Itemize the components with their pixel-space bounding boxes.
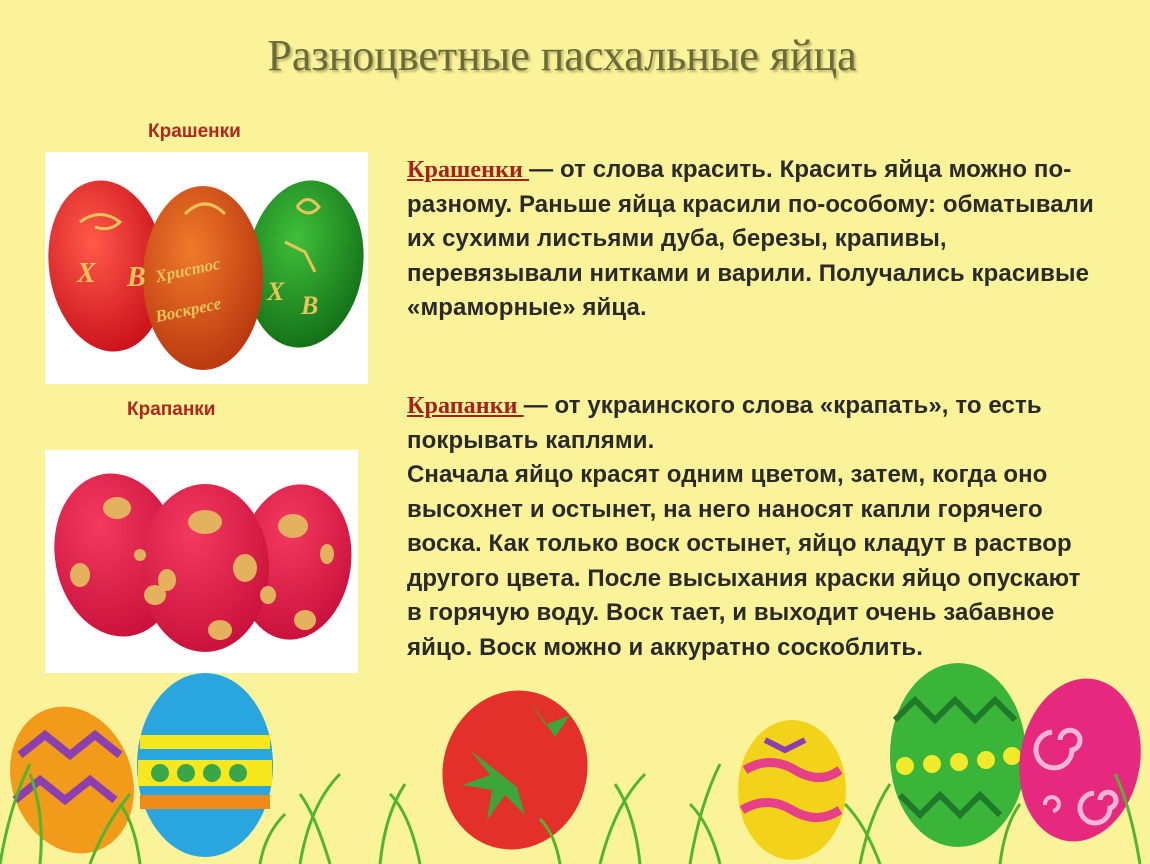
- egg-letter-x-2: Х: [267, 277, 285, 306]
- krapanki-text-1: от украинского слова «крапать», то есть покрывать каплями.: [407, 392, 1042, 454]
- krapanki-photo: [45, 450, 358, 673]
- egg-text-voskrese: Воскресе: [153, 293, 223, 327]
- green-decor-egg: [890, 663, 1026, 847]
- egg-letter-x: Х: [77, 258, 96, 289]
- decorative-eggs-grass: [0, 660, 1150, 864]
- krashenki-label: Крашенки: [148, 121, 241, 142]
- pink-decor-egg: [1007, 669, 1150, 851]
- krashenki-dash: —: [529, 156, 560, 183]
- krapanki-term: Крапанки: [407, 393, 524, 419]
- krashenki-text: от слова красить. Красить яйца можно по-разному. Раньше яйца красили по-особому: обматывали их сухими листьями дуба, березы, крапивы, перевязывали нитками и варили. Получались красивые «мраморные» яйца.: [407, 156, 1094, 321]
- krapanki-label: Крапанки: [127, 399, 216, 420]
- egg-letter-v-2: В: [301, 291, 319, 320]
- red-decor-egg: [425, 674, 606, 864]
- krashenki-paragraph: [407, 153, 1102, 326]
- krapanki-paragraph: [407, 389, 1102, 665]
- egg-letter-v: В: [127, 262, 146, 293]
- striped-decor-egg: [738, 720, 846, 860]
- krashenki-term: Крашенки: [407, 157, 530, 183]
- krapanki-dash: —: [523, 392, 555, 419]
- blue-decor-egg: [137, 673, 273, 857]
- krapanki-text-2: Сначала яйцо красят одним цветом, затем, когда оно высохнет и остынет, на него наносят капли горячего воска. Как только воск остынет, яйцо кладут в раствор другого цвета. После высыхания краски яйцо опускают в горячую воду. Воск тает, и выходит очень забавное яйцо. Воск можно и аккуратно соскоблить.: [407, 461, 1081, 661]
- slide-title: Разноцветные пасхальные яйца: [267, 31, 857, 80]
- egg-text-khristos: Христос: [153, 253, 222, 287]
- krashenki-photo: [45, 152, 368, 384]
